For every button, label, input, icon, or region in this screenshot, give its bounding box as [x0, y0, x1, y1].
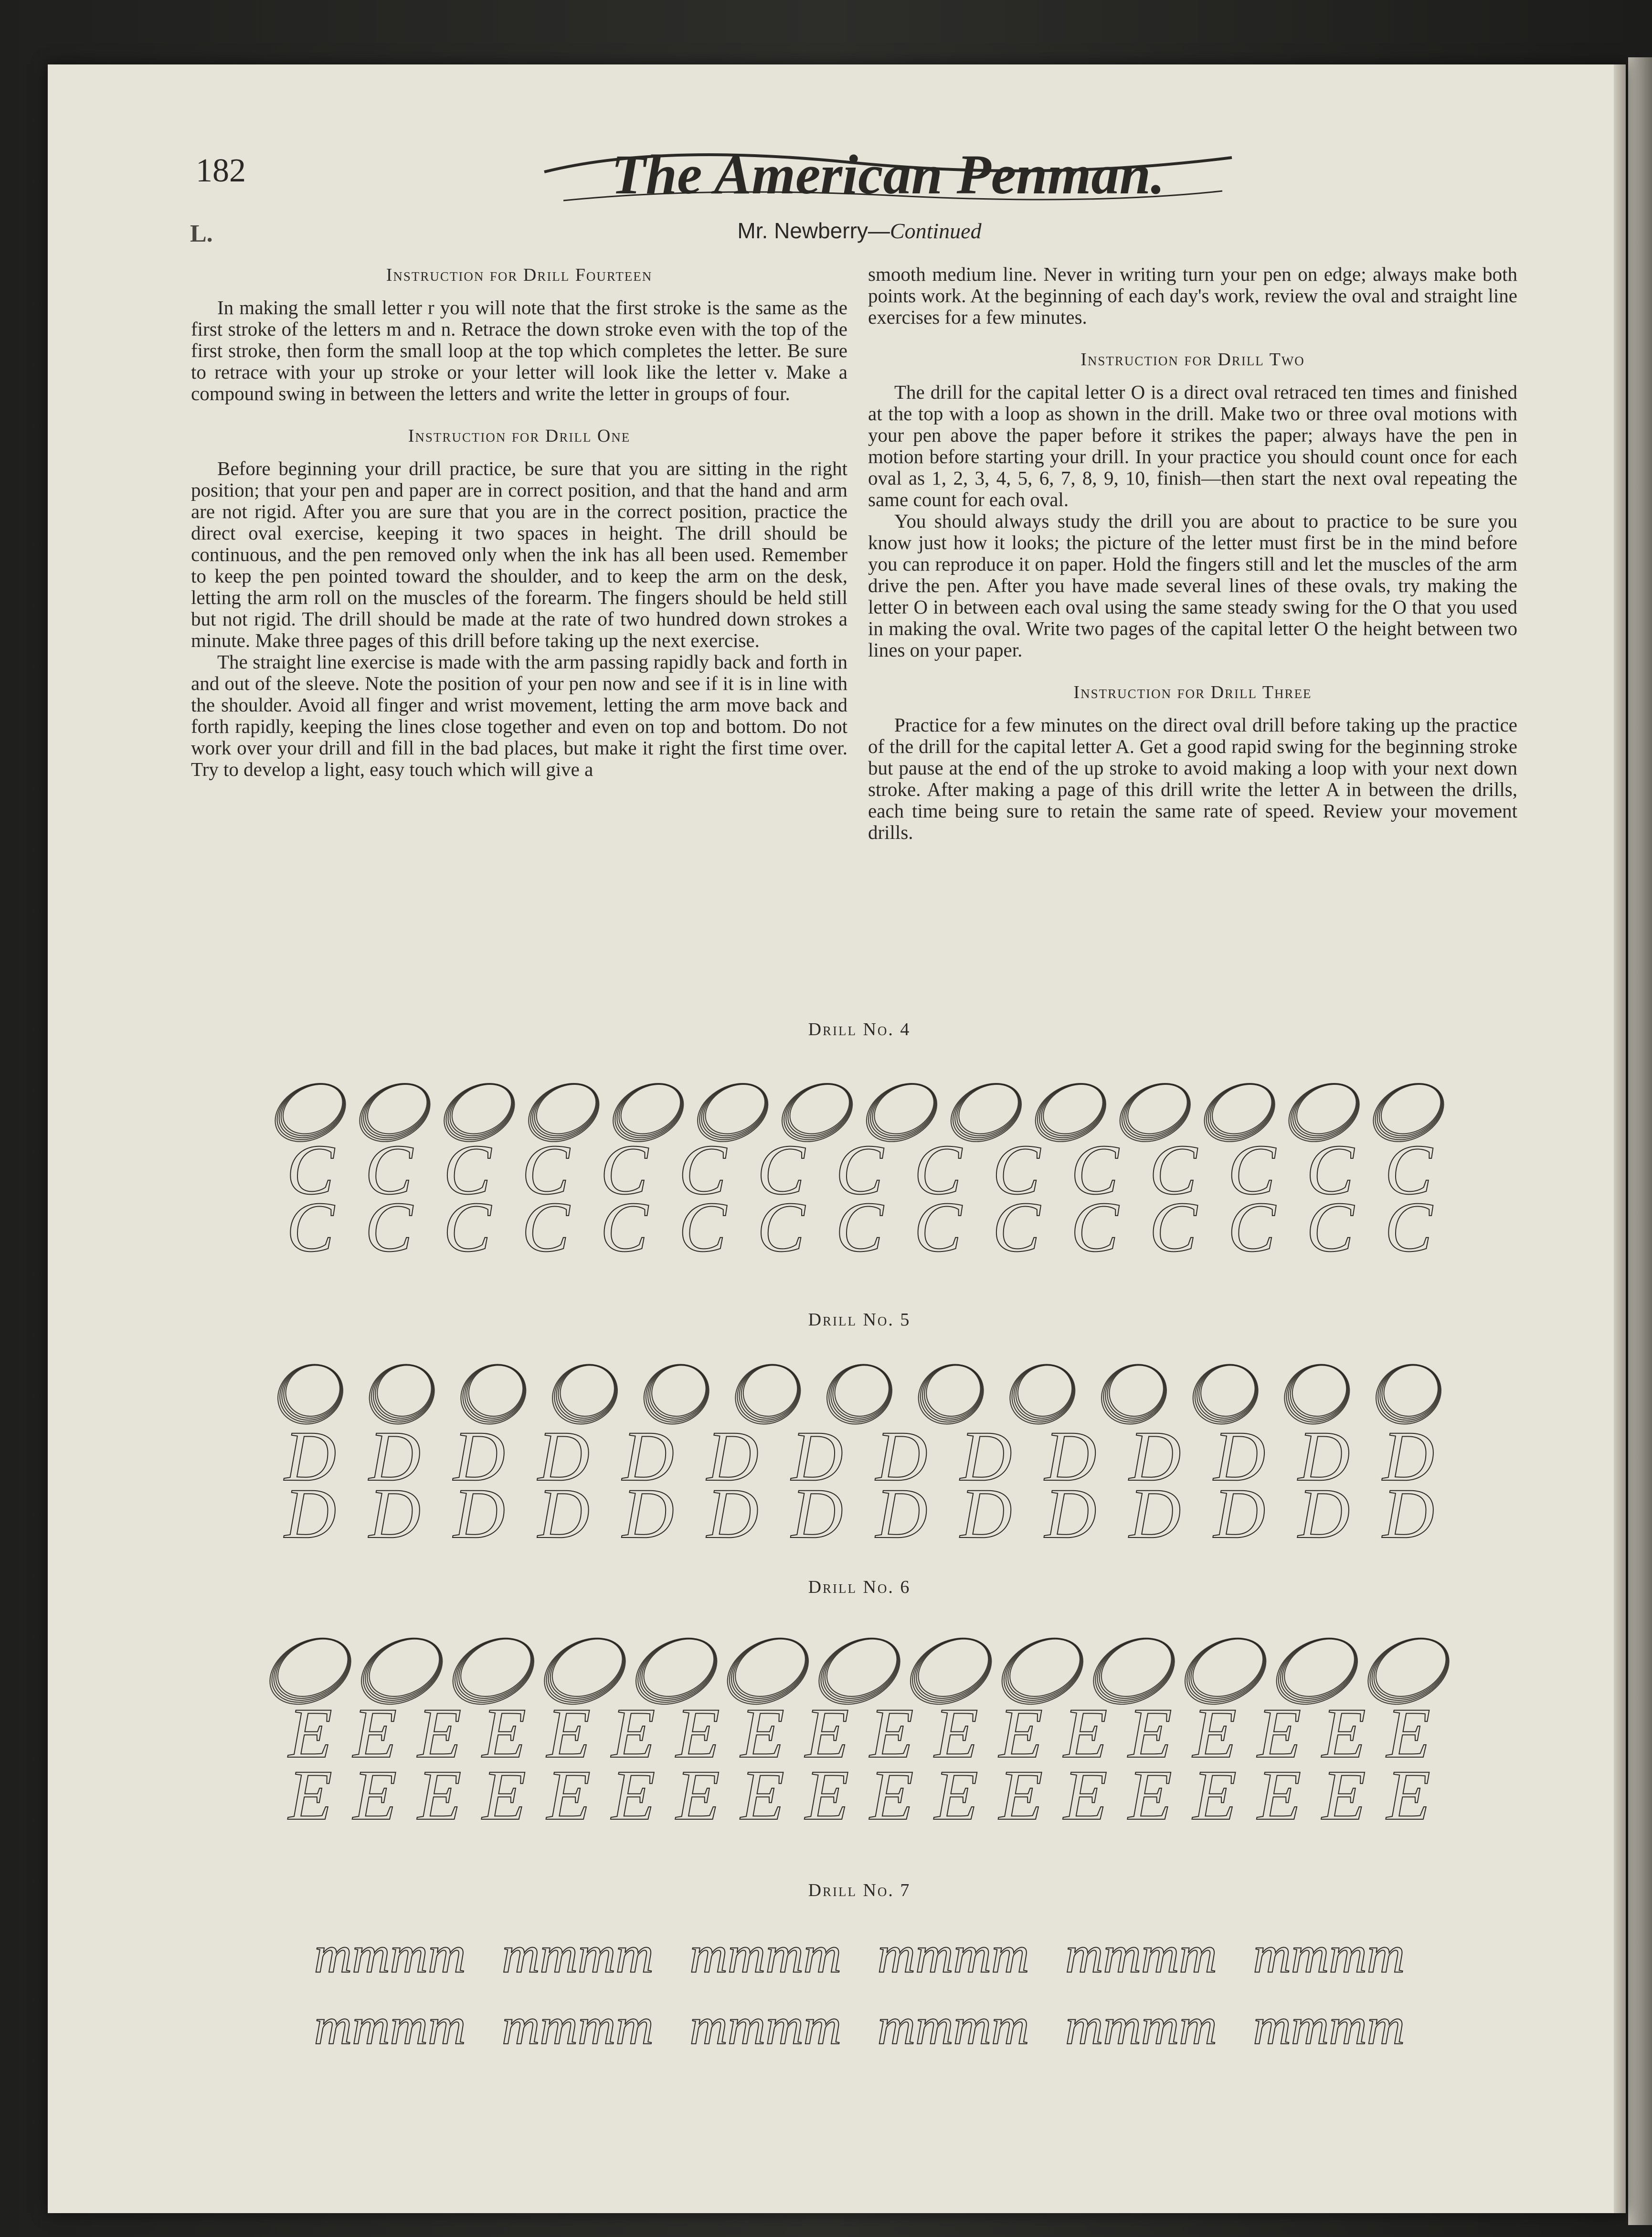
drill-6-letter: E	[934, 1694, 978, 1773]
drill-4-letter: C	[992, 1130, 1040, 1209]
section-heading: Instruction for Drill Fourteen	[386, 265, 653, 285]
drill-7-row-2	[314, 1997, 1405, 2055]
section-drill-three	[868, 681, 1517, 843]
drill-4-letter: C	[757, 1130, 805, 1209]
drill-4-letter: C	[914, 1187, 962, 1261]
drill-5-oval-row	[267, 1353, 1451, 1435]
drill-6-letter: E	[1128, 1756, 1172, 1834]
drill-4-letter: C	[365, 1187, 413, 1261]
drill-4-letter: C	[443, 1130, 491, 1209]
drill-4-letter: C	[1149, 1187, 1197, 1261]
drill-7-row-1	[314, 1925, 1405, 1983]
drill-6-letter: E	[741, 1694, 784, 1773]
drill-6-letter: E	[1063, 1756, 1108, 1834]
byline	[477, 217, 1241, 244]
drill-4-letter: C	[521, 1187, 570, 1261]
drill-7-specimen	[239, 1919, 1480, 2063]
section-heading: Instruction for Drill Three	[1073, 682, 1312, 702]
drill-5-letter: D	[453, 1474, 506, 1547]
drill-4-letter: C	[678, 1130, 727, 1209]
drill-4-letter: C	[992, 1187, 1040, 1261]
section-drill-one	[191, 424, 847, 780]
drill-5-letter: D	[622, 1474, 674, 1547]
drill-5-letter: D	[1045, 1417, 1097, 1496]
section-heading: Instruction for Drill Two	[1080, 350, 1305, 370]
drill-4-letter: C	[1149, 1130, 1197, 1209]
drill-4-letter: C	[286, 1130, 335, 1209]
drill-4-letter: C	[1228, 1187, 1276, 1261]
drill-4-letter: C	[1070, 1187, 1119, 1261]
drill-6-letter: E	[417, 1694, 462, 1773]
drill-7-group: mmmm	[314, 1925, 466, 1983]
drill-4-letter: C	[1228, 1130, 1276, 1209]
paragraph: You should always study the drill you are about to practice to be sure you know just how it looks; the picture of the letter must first be in the mind before you can reproduce it on paper. Hold the fingers still and let the muscles of the arm drive the pen. After you have made several lines of these ovals, try making the letter O in between each oval using the same steady swing for the O that you used in making the oval. Write two pages of the capital letter O the height between two lines on your paper.	[868, 510, 1517, 661]
right-column	[868, 264, 1517, 863]
section-continuation	[868, 264, 1517, 328]
drill-7-group: mmmm	[689, 1997, 842, 2055]
drill-4-letter: C	[1306, 1130, 1354, 1209]
paragraph: Practice for a few minutes on the direct oval drill before taking up the practice of the drill for the capital letter A. Get a good rapid swing for the beginning stroke but pause at the end of the up stroke to avoid making a loop with your next down stroke. After making a page of this drill write the letter A in between the drills, each time being sure to retain the same rate of speed. Review your movement drills.	[868, 714, 1517, 843]
drill-7-group: mmmm	[877, 1997, 1029, 2055]
drill-5-letter: D	[1129, 1417, 1181, 1496]
drill-7-group: mmmm	[1253, 1925, 1405, 1983]
drill-4-letter: C	[1384, 1130, 1433, 1209]
drill-5-letter: D	[1298, 1417, 1350, 1496]
drill-5-letter: D	[369, 1417, 421, 1496]
drill-6-letter: E	[611, 1756, 656, 1834]
drill-5-letter: D	[1213, 1474, 1266, 1547]
drill-6-letter: E	[805, 1756, 849, 1834]
drill-6-letter: E	[869, 1694, 914, 1773]
drill-5-letter: D	[791, 1417, 843, 1496]
drill-4-letter: C	[914, 1130, 962, 1209]
drill-5-letter: D	[538, 1417, 590, 1496]
drill-7-group: mmmm	[1065, 1997, 1217, 2055]
drill-5-letter: D	[622, 1417, 674, 1496]
drill-4-letter: C	[835, 1187, 884, 1261]
drill-6-letter: E	[288, 1756, 332, 1834]
drill-6-letter-row-2	[287, 1756, 1430, 1834]
drill-6-letter: E	[482, 1694, 526, 1773]
drill-7-group: mmmm	[1253, 1997, 1405, 2055]
drill-6-letter: E	[999, 1694, 1043, 1773]
paragraph: The straight line exercise is made with the arm passing rapidly back and forth in and out of the sleeve. Note the position of your pen now and see if it is in line with the shoulder. Avoid all finger and wrist movement, letting the arm move back and forth rapidly, keeping the lines close together and even on top and bottom. Do not work over your drill and fill in the bad places, but make it right the first time over. Try to develop a light, easy touch which will give a	[191, 651, 847, 780]
drill-5-letter: D	[791, 1474, 843, 1547]
drill-6-letter: E	[676, 1694, 720, 1773]
drill-4-letter: C	[521, 1130, 570, 1209]
drill-5-letter: D	[960, 1417, 1012, 1496]
drill-6-letter: E	[1063, 1694, 1108, 1773]
drill-6-letter: E	[1387, 1756, 1430, 1834]
byline-continued: Continued	[890, 219, 982, 243]
page-number: 182	[196, 152, 246, 189]
drill-7-group: mmmm	[1065, 1925, 1217, 1983]
drill-5-letter: D	[284, 1474, 337, 1547]
drill-5-letter: D	[707, 1474, 759, 1547]
page-edge-shadow	[1614, 64, 1626, 2213]
paragraph: The drill for the capital letter O is a direct oval retraced ten times and finished at the top with a loop as shown in the drill. Make two or three oval motions with your pen above the paper before it strikes the paper; always have the pen in motion before starting your drill. In your practice you should count once for each oval as 1, 2, 3, 4, 5, 6, 7, 8, 9, 10, finish—then start the next oval repeating the same count for each oval.	[868, 381, 1517, 510]
paragraph: Before beginning your drill practice, be sure that you are sitting in the right position; that your pen and paper are in correct position, and that the hand and arm are not rigid. After you are sure that you are in the correct position, practice the direct oval exercise, keeping it two spaces in height. The drill should be continuous, and the pen removed only when the ink has all been used. Remember to keep the pen pointed toward the shoulder, and to keep the arm on the desk, letting the arm roll on the muscles of the forearm. The fingers should be held still but not rigid. The drill should be made at the rate of two hundred down strokes a minute. Make three pages of this drill before taking up the next exercise.	[191, 457, 847, 651]
drill-4-letter: C	[1384, 1187, 1433, 1261]
drill-6-letter: E	[1322, 1756, 1366, 1834]
corner-mark: L.	[190, 220, 213, 247]
drill-6-letter: E	[1257, 1756, 1302, 1834]
drill-7-group: mmmm	[877, 1925, 1029, 1983]
drill-4-caption: Drill No. 4	[808, 1019, 911, 1039]
drill-4-letter: C	[1070, 1130, 1119, 1209]
drill-7-group: mmmm	[314, 1997, 466, 2055]
drill-5-caption: Drill No. 5	[808, 1310, 911, 1330]
section-heading: Instruction for Drill One	[408, 426, 631, 446]
drill-6-specimen	[239, 1619, 1480, 1834]
section-drill-two	[868, 348, 1517, 661]
drill-4-letter: C	[600, 1130, 648, 1209]
drill-5-letter: D	[1213, 1417, 1266, 1496]
drill-4-specimen	[239, 1060, 1480, 1261]
drill-5-letter: D	[453, 1417, 506, 1496]
drill-4-letter: C	[835, 1130, 884, 1209]
drill-7-group: mmmm	[502, 1997, 654, 2055]
drill-5-letter: D	[1382, 1474, 1435, 1547]
drill-4-letter: C	[286, 1187, 335, 1261]
drill-4-letter: C	[365, 1130, 413, 1209]
masthead-logo	[516, 129, 1260, 224]
drill-5-letter: D	[876, 1417, 928, 1496]
drill-6-letter: E	[805, 1694, 849, 1773]
drill-5-letter: D	[707, 1417, 759, 1496]
drill-6-letter: E	[1128, 1694, 1172, 1773]
drill-4-letter: C	[678, 1187, 727, 1261]
drill-5-letter: D	[876, 1474, 928, 1547]
drill-5-letter: D	[1129, 1474, 1181, 1547]
drill-5-letter: D	[1045, 1474, 1097, 1547]
drill-5-letter: D	[369, 1474, 421, 1547]
drill-6-letter: E	[353, 1694, 397, 1773]
drill-6-caption: Drill No. 6	[808, 1577, 911, 1597]
paragraph: smooth medium line. Never in writing turn your pen on edge; always make both points work. At the beginning of each day's work, review the oval and straight line exercises for a few minutes.	[868, 263, 1517, 328]
drill-4-letter: C	[443, 1187, 491, 1261]
drill-5-letter: D	[1298, 1474, 1350, 1547]
drill-5-letter: D	[1382, 1417, 1435, 1496]
drill-6-letter: E	[1257, 1694, 1302, 1773]
drill-4-letter-row-2	[286, 1187, 1433, 1261]
drill-7-group: mmmm	[689, 1925, 842, 1983]
byline-author: Mr. Newberry—	[737, 218, 890, 243]
drill-5-letter: D	[284, 1417, 337, 1496]
masthead-text: The American Penman.	[611, 143, 1165, 206]
drill-7-caption: Drill No. 7	[808, 1880, 911, 1900]
drill-4-letter: C	[1306, 1187, 1354, 1261]
drill-6-letter: E	[417, 1756, 462, 1834]
next-page-edge	[1628, 57, 1652, 2225]
drill-5-letter: D	[538, 1474, 590, 1547]
drill-6-letter: E	[869, 1756, 914, 1834]
drill-6-letter: E	[1387, 1694, 1430, 1773]
drill-6-letter: E	[288, 1694, 332, 1773]
drill-6-letter: E	[1322, 1694, 1366, 1773]
drill-6-letter: E	[676, 1756, 720, 1834]
drill-6-letter: E	[741, 1756, 784, 1834]
drill-6-letter: E	[999, 1756, 1043, 1834]
drill-7-group: mmmm	[502, 1925, 654, 1983]
drill-5-specimen	[239, 1342, 1480, 1547]
drill-4-letter: C	[600, 1187, 648, 1261]
drill-4-letter: C	[757, 1187, 805, 1261]
drill-6-letter: E	[611, 1694, 656, 1773]
drill-6-letter: E	[547, 1694, 591, 1773]
drill-5-letter-row-2	[284, 1474, 1434, 1547]
drill-6-letter: E	[482, 1756, 526, 1834]
drill-6-letter: E	[934, 1756, 978, 1834]
left-column	[191, 264, 847, 800]
paragraph: In making the small letter r you will note that the first stroke is the same as the first stroke of the letters m and n. Retrace the down stroke even with the top of the first stroke, then form the small loop at the top which completes the letter. Be sure to retrace with your up stroke or your letter will look like the letter v. Make a compound swing in between the letters and write the letter in groups of four.	[191, 297, 847, 404]
drill-6-letter: E	[1193, 1756, 1237, 1834]
drill-6-letter: E	[1193, 1694, 1237, 1773]
section-drill-fourteen	[191, 264, 847, 404]
drill-5-letter: D	[960, 1474, 1012, 1547]
drill-6-letter: E	[547, 1756, 591, 1834]
drill-6-letter: E	[353, 1756, 397, 1834]
